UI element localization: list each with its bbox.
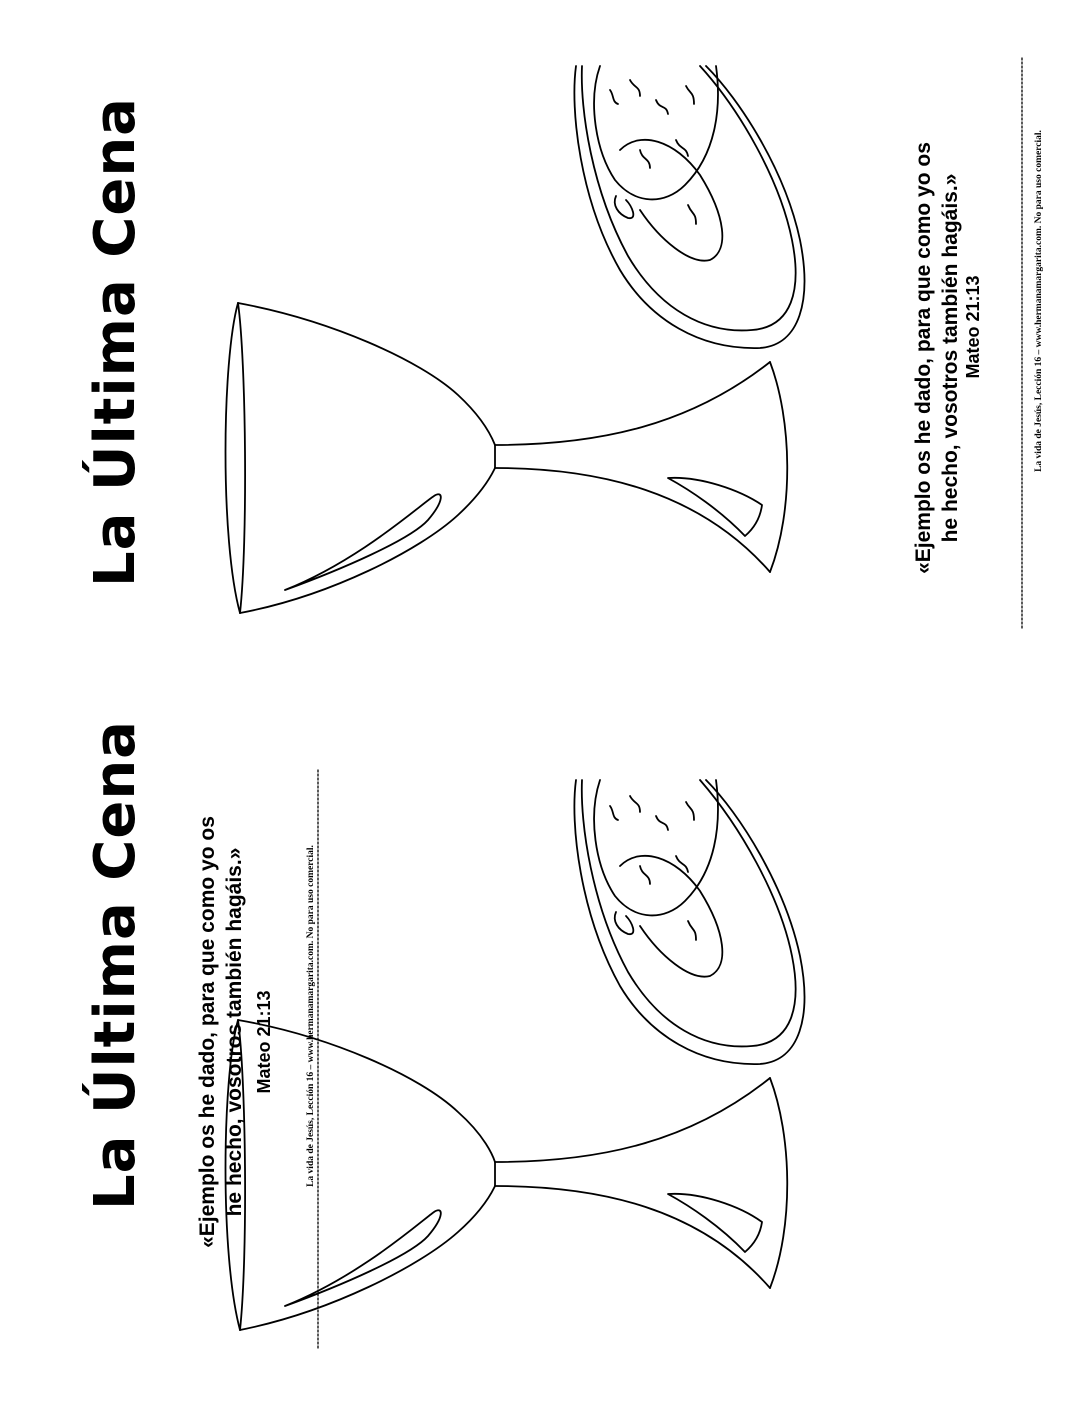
footer-credit: La vida de Jesús, Lección 16 – www.hermanamargarita.com. No para uso comercial. [1034,130,1044,472]
verse-line-1: «Ejemplo os he dado, para que como yo os [196,816,219,1248]
chalice-icon [226,303,788,613]
verse-line-1: «Ejemplo os he dado, para que como yo os [912,142,935,574]
scripture-reference: Mateo 21:13 [963,275,983,379]
bread-plate-icon [574,780,804,1064]
verse-line-2: he hecho, vosotros también hagáis.» [223,847,246,1217]
footer-credit: La vida de Jesús, Lección 16 – www.hermanamargarita.com. No para uso comercial. [306,845,316,1187]
scripture-reference: Mateo 21:13 [254,990,274,1094]
bread-plate-icon [574,66,804,348]
chalice-icon [226,1020,788,1330]
page-title: La Última Cena [83,720,148,1210]
page-title: La Última Cena [83,97,148,587]
verse-line-2: he hecho, vosotros también hagáis.» [939,173,962,543]
